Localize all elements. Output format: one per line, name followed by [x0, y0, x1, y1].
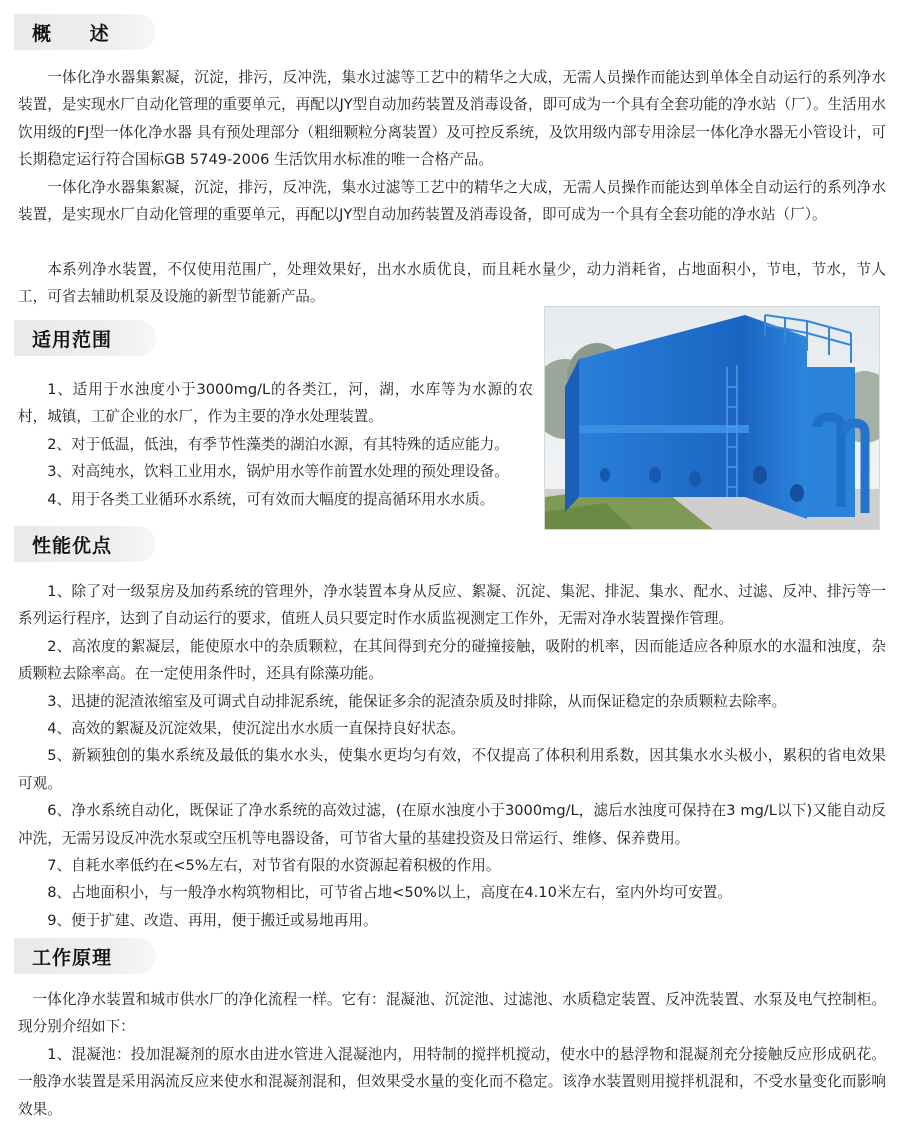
- list-item: 9、便于扩建、改造、再用，便于搬迁或易地再用。: [47, 911, 378, 929]
- list-item: 1、除了对一级泵房及加药系统的管理外，净水装置本身从反应、絮凝、沉淀、集泥、排泥、集水、配水、过滤、反冲、排污等一系列运行程序，达到了自动运行的要求，值班人员只要定时作水质监视测定工作外，无需对净水装置操作管理。: [18, 583, 886, 628]
- section-title: 性能优点: [32, 534, 113, 557]
- section-header-overview: [14, 14, 156, 50]
- section-title: 工作原理: [32, 946, 113, 969]
- section-header-advantages: [14, 526, 156, 562]
- list-item: 3、对高纯水，饮料工业用水，锅炉用水等作前置水处理的预处理设备。: [47, 463, 509, 481]
- list-item: 4、用于各类工业循环水系统，可有效而大幅度的提高循环用水水质。: [47, 490, 495, 508]
- section-title: 概 述: [32, 22, 125, 45]
- overview-paragraph-3: 本系列净水装置，不仅使用范围广，处理效果好，出水水质优良，而且耗水量少，动力消耗省，占地面积小，节电，节水，节人工，可省去辅助机泵及设施的新型节能新产品。: [18, 261, 886, 306]
- list-item: 1、混凝池：投加混凝剂的原水由进水管进入混凝池内，用特制的搅拌机搅动，使水中的悬浮物和混凝剂充分接触反应形成矾花。一般净水装置是采用涡流反应来使水和混凝剂混和，但效果受水量的变化而不稳定。该净水装置则用搅拌机混和，不受水量变化而影响效果。: [18, 1045, 886, 1118]
- list-item: 5、新颖独创的集水系统及最低的集水水头，使集水更均匀有效，不仅提高了体积利用系数，因其集水水头极小，累积的省电效果可观。: [18, 747, 886, 792]
- scope-list: [18, 376, 533, 513]
- list-item: 1、适用于水浊度小于3000mg/L的各类江，河，湖，水库等为水源的农村，城镇，工矿企业的水厂，作为主要的净水处理装置。: [18, 381, 533, 426]
- principle-intro: 一体化净水装置和城市供水厂的净化流程一样。它有：混凝池、沉淀池、过滤池、水质稳定装置、反冲洗装置、水泵及电气控制柜。现分别介绍如下：: [18, 991, 886, 1036]
- section-header-principle: [14, 938, 156, 974]
- list-item: 2、高浓度的絮凝层，能使原水中的杂质颗粒，在其间得到充分的碰撞接触，吸附的机率，因而能适应各种原水的水温和浊度，杂质颗粒去除率高。在一定使用条件时，还具有除藻功能。: [18, 637, 886, 683]
- list-item: 7、自耗水率低约在<5%左右，对节省有限的水资源起着积极的作用。: [47, 857, 501, 875]
- overview-paragraph-1: 一体化净水器集絮凝，沉淀，排污，反冲洗，集水过滤等工艺中的精华之大成，无需人员操作而能达到单体全自动运行的系列净水装置，是实现水厂自动化管理的重要单元，再配以JY型自动加药装置及消毒设备，即可成为一个具有全套功能的净水站（厂）。生活用水饮用级的FJ型一体化净水器 具有预处理部分（粗细颗粒分离装置）及可控反系统，及饮用级内部专用涂层一体化净水器无小管设计，可长期稳定运行符合国标GB 5749-2006 生活饮用水标准的唯一合格产品。: [18, 69, 886, 169]
- list-item: 2、对于低温，低浊，有季节性藻类的湖泊水源，有其特殊的适应能力。: [47, 435, 509, 453]
- section-title: 适用范围: [32, 328, 113, 351]
- advantages-list: [18, 578, 886, 934]
- water-purifier-illustration: [545, 307, 880, 530]
- principle-text: [18, 986, 886, 1123]
- list-item: 4、高效的絮凝及沉淀效果，使沉淀出水水质一直保持良好状态。: [47, 720, 466, 738]
- overview-paragraph-2: 一体化净水器集絮凝，沉淀，排污，反冲洗，集水过滤等工艺中的精华之大成，无需人员操作而能达到单体全自动运行的系列净水装置，是实现水厂自动化管理的重要单元，再配以JY型自动加药装置及消毒设备，即可成为一个具有全套功能的净水站（厂）。: [18, 179, 886, 224]
- equipment-photo: [544, 306, 880, 530]
- list-item: 8、占地面积小，与一般净水构筑物相比，可节省占地<50%以上，高度在4.10米左右，室内外均可安置。: [47, 884, 732, 902]
- section-header-scope: [14, 320, 156, 356]
- list-item: 6、净水系统自动化，既保证了净水系统的高效过滤，(在原水浊度小于3000mg/L，滤后水浊度可保持在3 mg/L以下)又能自动反冲洗，无需另设反冲洗水泵或空压机等电器设备，可节省大量的基建投资及日常运行、维修、保养费用。: [18, 802, 886, 847]
- list-item: 3、迅捷的泥渣浓缩室及可调式自动排泥系统，能保证多余的泥渣杂质及时排除，从而保证稳定的杂质颗粒去除率。: [47, 692, 787, 710]
